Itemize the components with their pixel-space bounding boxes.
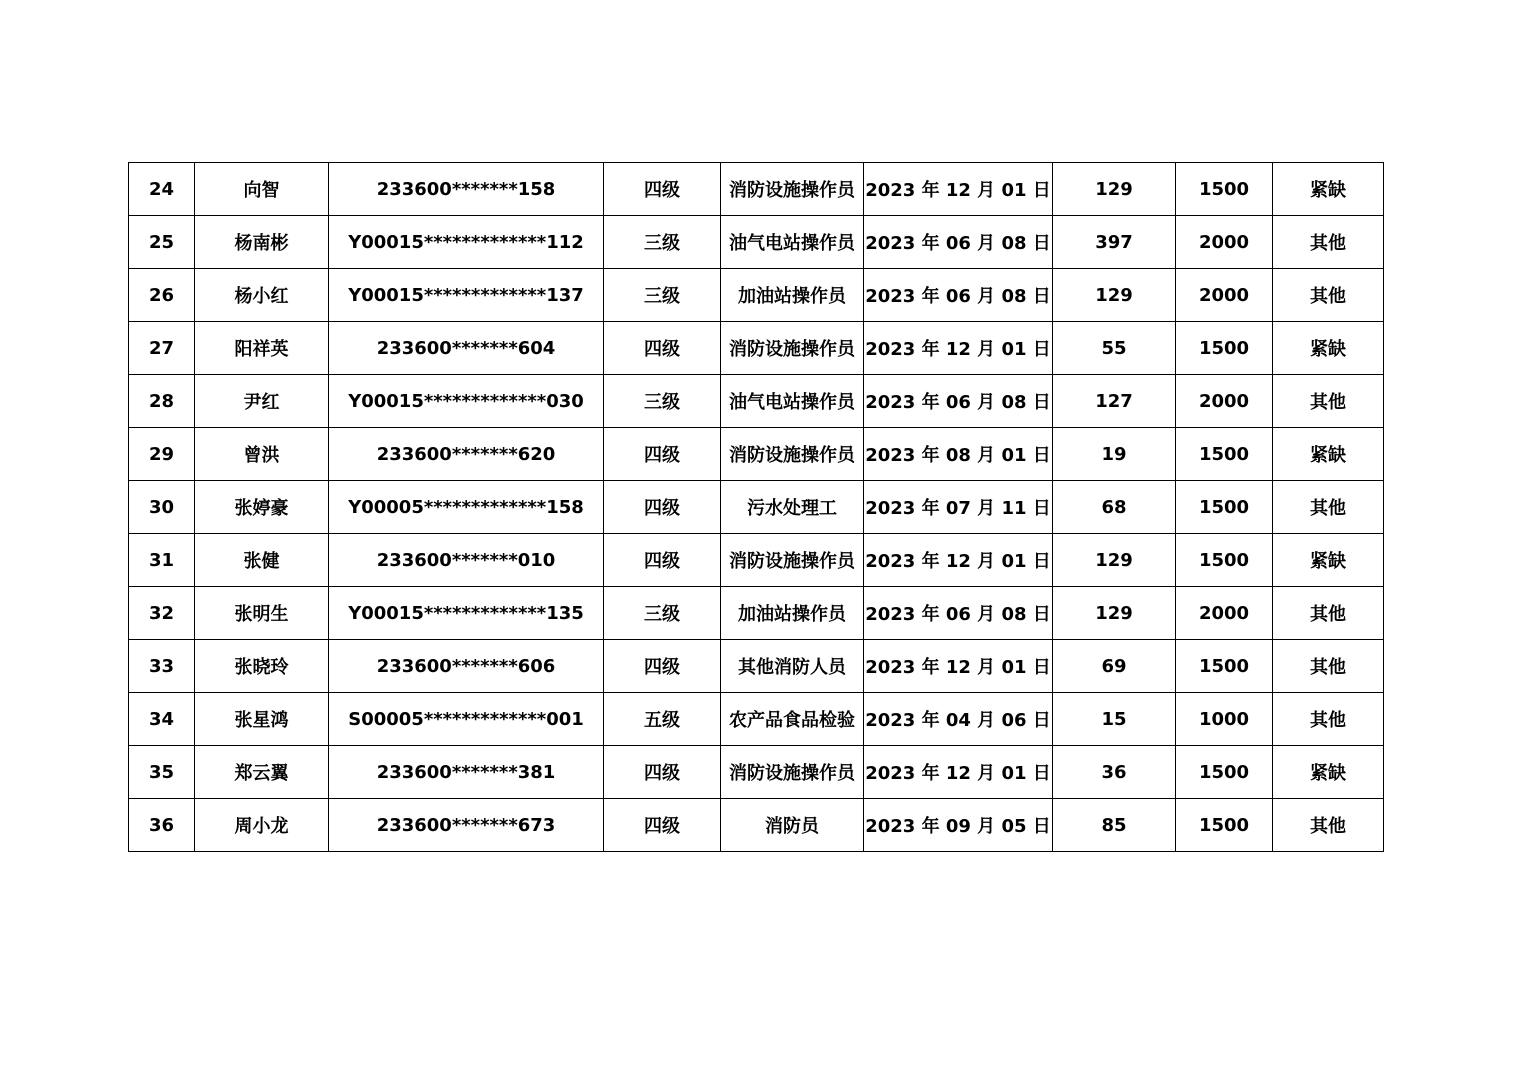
level-cell: 三级 — [604, 375, 721, 428]
date-cell: 2023 年 07 月 11 日 — [864, 481, 1053, 534]
row-number-cell: 29 — [129, 428, 195, 481]
table-row — [129, 640, 1384, 693]
table-row — [129, 428, 1384, 481]
amount-cell: 2000 — [1176, 587, 1273, 640]
category-cell: 紧缺 — [1273, 428, 1384, 481]
amount-cell: 2000 — [1176, 269, 1273, 322]
roster-table — [128, 162, 1384, 852]
amount-cell: 1500 — [1176, 799, 1273, 852]
category-cell: 紧缺 — [1273, 322, 1384, 375]
id-number-cell: 233600*******158 — [329, 163, 604, 216]
name-cell: 向智 — [195, 163, 329, 216]
table-row — [129, 693, 1384, 746]
row-number-cell: 35 — [129, 746, 195, 799]
count-cell: 127 — [1053, 375, 1176, 428]
category-cell: 其他 — [1273, 693, 1384, 746]
level-cell: 四级 — [604, 428, 721, 481]
occupation-cell: 其他消防人员 — [721, 640, 864, 693]
table-row — [129, 587, 1384, 640]
table-row — [129, 481, 1384, 534]
category-cell: 其他 — [1273, 640, 1384, 693]
count-cell: 129 — [1053, 269, 1176, 322]
table-row — [129, 375, 1384, 428]
level-cell: 四级 — [604, 163, 721, 216]
name-cell: 杨小红 — [195, 269, 329, 322]
level-cell: 五级 — [604, 693, 721, 746]
occupation-cell: 油气电站操作员 — [721, 375, 864, 428]
date-cell: 2023 年 12 月 01 日 — [864, 534, 1053, 587]
row-number-cell: 32 — [129, 587, 195, 640]
category-cell: 其他 — [1273, 481, 1384, 534]
id-number-cell: Y00015*************137 — [329, 269, 604, 322]
table-row — [129, 269, 1384, 322]
amount-cell: 1500 — [1176, 746, 1273, 799]
occupation-cell: 加油站操作员 — [721, 269, 864, 322]
date-cell: 2023 年 06 月 08 日 — [864, 587, 1053, 640]
count-cell: 15 — [1053, 693, 1176, 746]
occupation-cell: 加油站操作员 — [721, 587, 864, 640]
date-cell: 2023 年 06 月 08 日 — [864, 269, 1053, 322]
id-number-cell: 233600*******606 — [329, 640, 604, 693]
table-row — [129, 746, 1384, 799]
date-cell: 2023 年 06 月 08 日 — [864, 375, 1053, 428]
id-number-cell: 233600*******620 — [329, 428, 604, 481]
table-row — [129, 216, 1384, 269]
category-cell: 紧缺 — [1273, 746, 1384, 799]
row-number-cell: 28 — [129, 375, 195, 428]
amount-cell: 1500 — [1176, 428, 1273, 481]
date-cell: 2023 年 09 月 05 日 — [864, 799, 1053, 852]
category-cell: 紧缺 — [1273, 163, 1384, 216]
table-row — [129, 799, 1384, 852]
row-number-cell: 34 — [129, 693, 195, 746]
level-cell: 四级 — [604, 799, 721, 852]
name-cell: 阳祥英 — [195, 322, 329, 375]
occupation-cell: 污水处理工 — [721, 481, 864, 534]
amount-cell: 1000 — [1176, 693, 1273, 746]
occupation-cell: 消防设施操作员 — [721, 746, 864, 799]
category-cell: 其他 — [1273, 216, 1384, 269]
name-cell: 曾洪 — [195, 428, 329, 481]
row-number-cell: 31 — [129, 534, 195, 587]
id-number-cell: Y00015*************030 — [329, 375, 604, 428]
id-number-cell: 233600*******010 — [329, 534, 604, 587]
row-number-cell: 33 — [129, 640, 195, 693]
amount-cell: 1500 — [1176, 322, 1273, 375]
table-row — [129, 163, 1384, 216]
amount-cell: 1500 — [1176, 481, 1273, 534]
id-number-cell: S00005*************001 — [329, 693, 604, 746]
amount-cell: 2000 — [1176, 216, 1273, 269]
name-cell: 张婷豪 — [195, 481, 329, 534]
category-cell: 紧缺 — [1273, 534, 1384, 587]
date-cell: 2023 年 12 月 01 日 — [864, 640, 1053, 693]
level-cell: 三级 — [604, 587, 721, 640]
count-cell: 129 — [1053, 534, 1176, 587]
category-cell: 其他 — [1273, 799, 1384, 852]
level-cell: 四级 — [604, 746, 721, 799]
name-cell: 郑云翼 — [195, 746, 329, 799]
count-cell: 129 — [1053, 163, 1176, 216]
count-cell: 19 — [1053, 428, 1176, 481]
occupation-cell: 油气电站操作员 — [721, 216, 864, 269]
name-cell: 杨南彬 — [195, 216, 329, 269]
id-number-cell: 233600*******381 — [329, 746, 604, 799]
id-number-cell: Y00015*************135 — [329, 587, 604, 640]
occupation-cell: 消防设施操作员 — [721, 163, 864, 216]
category-cell: 其他 — [1273, 269, 1384, 322]
name-cell: 张星鸿 — [195, 693, 329, 746]
category-cell: 其他 — [1273, 587, 1384, 640]
date-cell: 2023 年 12 月 01 日 — [864, 322, 1053, 375]
id-number-cell: 233600*******604 — [329, 322, 604, 375]
occupation-cell: 消防员 — [721, 799, 864, 852]
date-cell: 2023 年 12 月 01 日 — [864, 163, 1053, 216]
occupation-cell: 消防设施操作员 — [721, 322, 864, 375]
occupation-cell: 农产品食品检验 — [721, 693, 864, 746]
name-cell: 周小龙 — [195, 799, 329, 852]
table-row — [129, 534, 1384, 587]
level-cell: 三级 — [604, 269, 721, 322]
count-cell: 55 — [1053, 322, 1176, 375]
id-number-cell: 233600*******673 — [329, 799, 604, 852]
date-cell: 2023 年 08 月 01 日 — [864, 428, 1053, 481]
date-cell: 2023 年 06 月 08 日 — [864, 216, 1053, 269]
count-cell: 68 — [1053, 481, 1176, 534]
row-number-cell: 30 — [129, 481, 195, 534]
row-number-cell: 24 — [129, 163, 195, 216]
amount-cell: 1500 — [1176, 640, 1273, 693]
category-cell: 其他 — [1273, 375, 1384, 428]
date-cell: 2023 年 12 月 01 日 — [864, 746, 1053, 799]
amount-cell: 2000 — [1176, 375, 1273, 428]
amount-cell: 1500 — [1176, 163, 1273, 216]
date-cell: 2023 年 04 月 06 日 — [864, 693, 1053, 746]
level-cell: 四级 — [604, 640, 721, 693]
occupation-cell: 消防设施操作员 — [721, 534, 864, 587]
occupation-cell: 消防设施操作员 — [721, 428, 864, 481]
count-cell: 36 — [1053, 746, 1176, 799]
name-cell: 张健 — [195, 534, 329, 587]
name-cell: 尹红 — [195, 375, 329, 428]
table-row — [129, 322, 1384, 375]
level-cell: 四级 — [604, 322, 721, 375]
count-cell: 85 — [1053, 799, 1176, 852]
name-cell: 张晓玲 — [195, 640, 329, 693]
count-cell: 129 — [1053, 587, 1176, 640]
name-cell: 张明生 — [195, 587, 329, 640]
level-cell: 四级 — [604, 481, 721, 534]
level-cell: 三级 — [604, 216, 721, 269]
amount-cell: 1500 — [1176, 534, 1273, 587]
row-number-cell: 25 — [129, 216, 195, 269]
row-number-cell: 36 — [129, 799, 195, 852]
row-number-cell: 27 — [129, 322, 195, 375]
id-number-cell: Y00015*************112 — [329, 216, 604, 269]
level-cell: 四级 — [604, 534, 721, 587]
count-cell: 397 — [1053, 216, 1176, 269]
count-cell: 69 — [1053, 640, 1176, 693]
id-number-cell: Y00005*************158 — [329, 481, 604, 534]
row-number-cell: 26 — [129, 269, 195, 322]
